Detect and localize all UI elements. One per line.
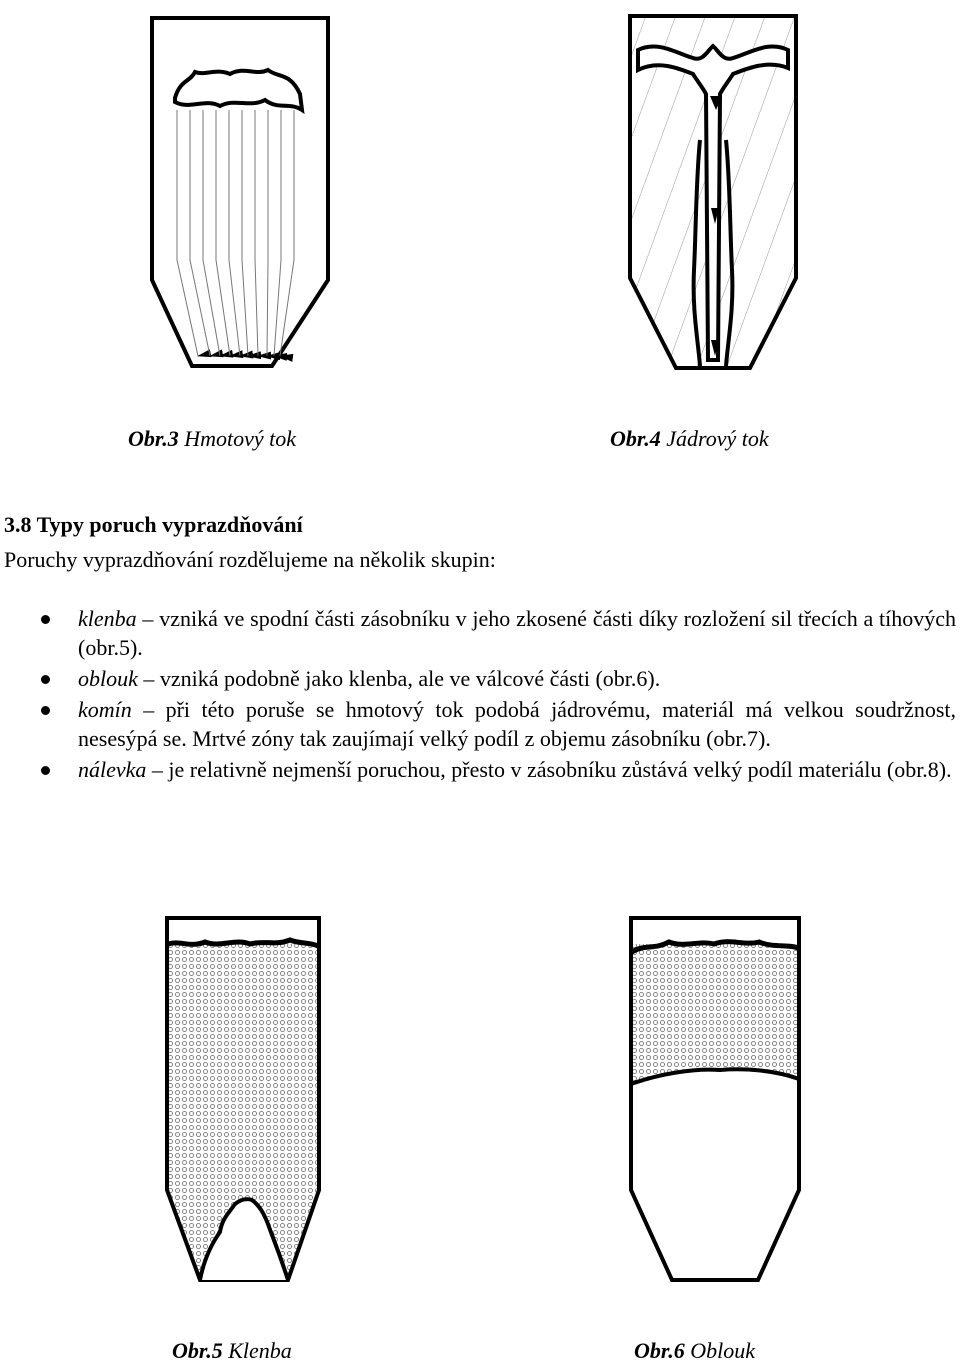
section-heading: 3.8 Typy poruch vyprazdňování: [4, 512, 303, 537]
list-item-text: – je relativně nejmenší poruchou, přesto v zásobníku zůstává velký podíl materiálu (obr.8).: [146, 757, 952, 782]
caption-number: Obr.6: [634, 1338, 685, 1363]
figure-arch-klenba: [160, 914, 326, 1290]
caption-title: Jádrový tok: [666, 426, 769, 451]
bullet-icon: [41, 675, 50, 684]
fault-type-list: [4, 604, 956, 786]
bullet-icon: [41, 615, 50, 624]
caption-number: Obr.5: [172, 1338, 223, 1363]
list-item-term: oblouk: [78, 666, 138, 691]
caption-obr4: [610, 426, 769, 452]
caption-number: Obr.3: [128, 426, 179, 451]
list-item: [4, 664, 956, 693]
bullet-icon: [41, 766, 50, 775]
bullet-icon: [41, 706, 50, 715]
list-item-text: – při této poruše se hmotový tok podobá jádrovému, materiál má velkou soudržnost, nesesýpá se. Mrtvé zóny tak zaujímají velký podíl z objemu zásobníku (obr.7).: [78, 697, 956, 751]
list-item-term: klenba: [78, 606, 137, 631]
caption-title: Hmotový tok: [184, 426, 297, 451]
list-item: [4, 604, 956, 662]
section-intro: Poruchy vyprazdňování rozdělujeme na několik skupin:: [4, 547, 496, 572]
list-item-text: – vzniká ve spodní části zásobníku v jeho zkosené části díky rozložení sil třecích a tíhových (obr.5).: [78, 606, 956, 660]
caption-title: Klenba: [228, 1338, 292, 1363]
caption-obr6: [634, 1338, 755, 1364]
list-item-term: komín: [78, 697, 132, 722]
list-item-text: – vzniká podobně jako klenba, ale ve válcové části (obr.6).: [137, 666, 661, 691]
caption-obr3: [128, 426, 296, 452]
list-item-term: nálevka: [78, 757, 147, 782]
list-item: [4, 695, 956, 753]
figure-arc-oblouk: [624, 914, 806, 1290]
caption-obr5: [172, 1338, 292, 1364]
figure-core-flow: [618, 10, 808, 378]
figure-mass-flow: [140, 10, 340, 376]
list-item: [4, 755, 956, 784]
caption-number: Obr.4: [610, 426, 661, 451]
caption-title: Oblouk: [690, 1338, 756, 1363]
